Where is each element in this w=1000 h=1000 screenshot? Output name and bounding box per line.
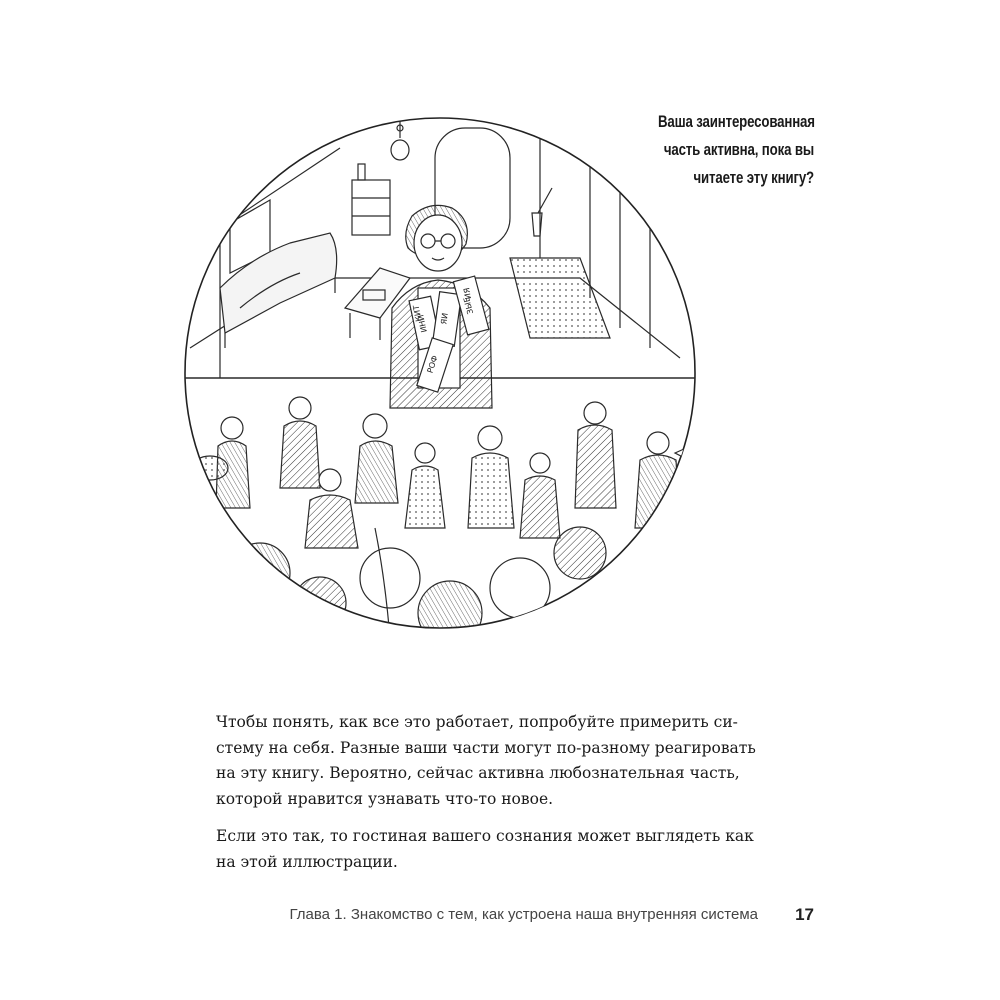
body-text: [216, 710, 816, 887]
text-line: Чтобы понять, как все это работает, попробуйте примерить си-: [216, 713, 738, 731]
book-spine-label: ЯИ: [439, 312, 450, 325]
illustration-caption: [658, 108, 814, 192]
book-spine-label: РОФ: [425, 354, 440, 375]
text-line: на эту книгу. Вероятно, сейчас активна любознательная часть,: [216, 764, 740, 782]
caption-line: Ваша заинтересованная: [658, 112, 815, 131]
caption-line: часть активна, пока вы: [663, 140, 814, 159]
page-number: 17: [795, 905, 814, 924]
book-spine-label: КИТ: [411, 304, 424, 323]
paragraph: [216, 710, 816, 812]
book-spine-label: ИНИ: [416, 313, 429, 334]
paragraph: [216, 824, 816, 875]
book-spine-label: ЗЫЕ: [462, 296, 476, 316]
text-line: на этой иллюстрации.: [216, 852, 398, 871]
book-spine-label: ИЯ: [462, 286, 473, 300]
living-room-illustration: [180, 108, 700, 648]
running-head: Глава 1. Знакомство с тем, как устроена наша внутренняя система: [289, 906, 758, 923]
text-line: стему на себя. Разные ваши части могут по-разному реагировать: [216, 738, 756, 757]
caption-line: читаете эту книгу?: [693, 168, 814, 187]
text-line: Если это так, то гостиная вашего сознания может выглядеть как: [216, 827, 754, 845]
page-footer: [0, 906, 1000, 930]
text-line: которой нравится узнавать что-то новое.: [216, 789, 554, 808]
